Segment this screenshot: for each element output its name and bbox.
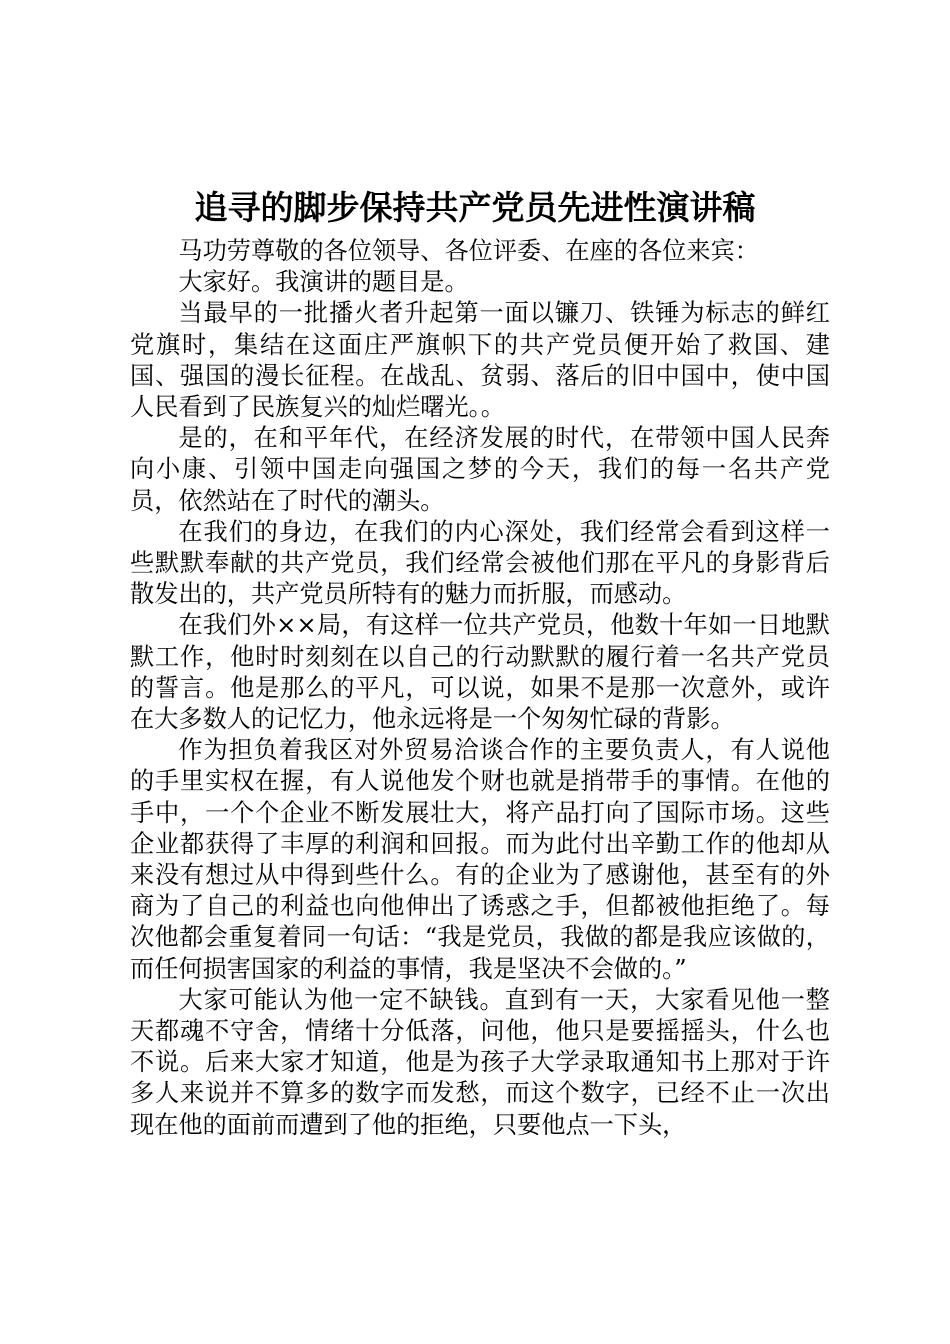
paragraph: 在我们的身边，在我们的内心深处，我们经常会看到这样一些默默奉献的共产党员，我们经常会被他们那在平凡的身影背后散发出的，共产党员所特有的魅力而折服，而感动。 bbox=[130, 517, 830, 609]
paragraph: 在我们外××局，有这样一位共产党员，他数十年如一日地默默工作，他时时刻刻在以自己的行动默默的履行着一名共产党员的誓言。他是那么的平凡，可以说，如果不是那一次意外，或许在大多数人的记忆力，他永远将是一个匆匆忙碌的背影。 bbox=[130, 611, 830, 734]
document-title: 追寻的脚步保持共产党员先进性演讲稿 bbox=[194, 188, 756, 227]
paragraph-intro: 大家好。我演讲的题目是。 bbox=[178, 268, 469, 297]
paragraph: 是的，在和平年代，在经济发展的时代，在带领中国人民奔向小康、引领中国走向强国之梦的今天，我们的每一名共产党员，依然站在了时代的潮头。 bbox=[130, 424, 830, 515]
paragraph: 大家可能认为他一定不缺钱。直到有一天，大家看见他一整天都魂不守舍，情绪十分低落，问他，他只是要摇摇头，什么也不说。后来大家才知道，他是为孩子大学录取通知书上那对于许多人来说并不算多的数字而发愁，而这个数字，已经不止一次出现在他的面前而遭到了他的拒绝，只要他点一下头， bbox=[130, 985, 830, 1139]
document-body bbox=[130, 236, 830, 1141]
paragraph: 当最早的一批播火者升起第一面以镰刀、铁锤为标志的鲜红党旗时，集结在这面庄严旗帜下的共产党员便开始了救国、建国、强国的漫长征程。在战乱、贫弱、落后的旧中国中，使中国人民看到了民族复兴的灿烂曙光。。 bbox=[130, 299, 830, 422]
paragraph-greeting: 马功劳尊敬的各位领导、各位评委、在座的各位来宾： bbox=[178, 237, 759, 265]
paragraph: 作为担负着我区对外贸易洽谈合作的主要负责人，有人说他的手里实权在握，有人说他发个财也就是捎带手的事情。在他的手中，一个个企业不断发展壮大，将产品打向了国际市场。这些企业都获得了丰厚的利润和回报。而为此付出辛勤工作的他却从来没有想过从中得到些什么。有的企业为了感谢他，甚至有的外商为了自己的利益也向他伸出了诱惑之手，但都被他拒绝了。每次他都会重复着同一句话：“我是党员，我做的都是我应该做的，而任何损害国家的利益的事情，我是坚决不会做的。” bbox=[130, 736, 830, 983]
